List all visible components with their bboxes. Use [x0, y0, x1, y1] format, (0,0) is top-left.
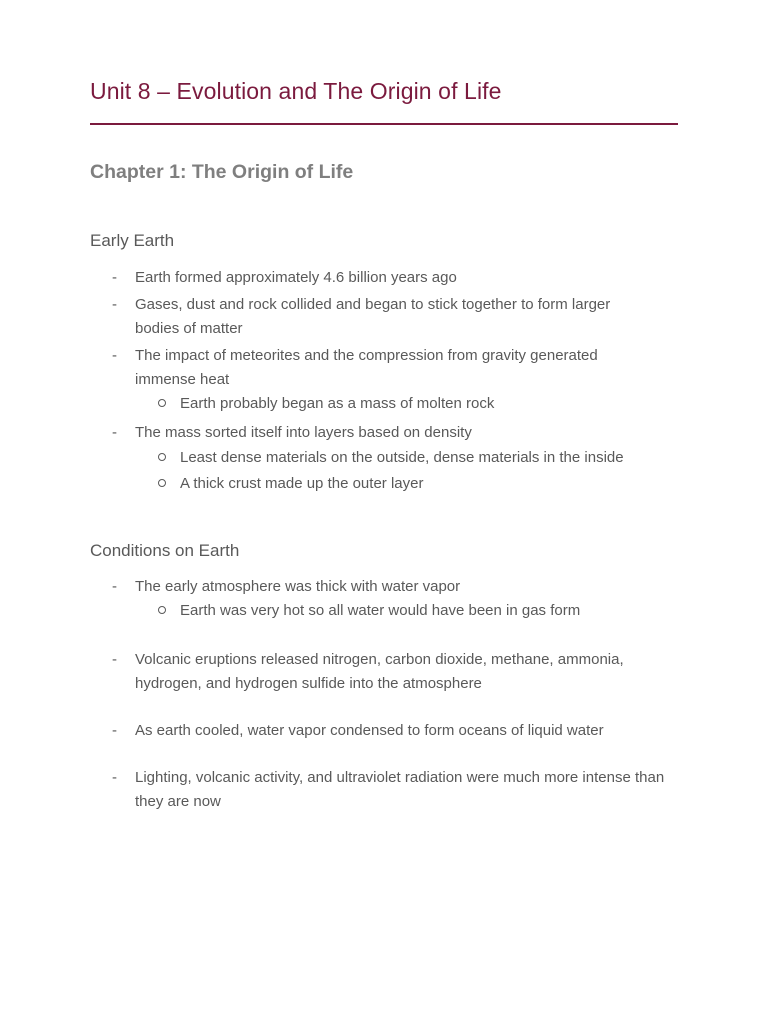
list-item — [90, 719, 690, 743]
dash-bullet: - — [112, 651, 117, 668]
dash-bullet: - — [112, 722, 117, 739]
sub-list-item — [135, 392, 655, 416]
dash-bullet: - — [112, 769, 117, 786]
list-item-text: The early atmosphere was thick with water vapor — [135, 578, 461, 595]
list-item-text: Earth formed approximately 4.6 billion years ago — [135, 269, 457, 286]
list-item-text: The impact of meteorites and the compression from gravity generated immense heat — [135, 347, 598, 388]
list-item-text: The mass sorted itself into layers based on density — [135, 424, 472, 441]
dash-bullet: - — [112, 578, 117, 595]
list-item — [90, 648, 680, 696]
section-heading-conditions-on-earth: Conditions on Earth — [90, 541, 240, 560]
dash-bullet: - — [112, 347, 117, 364]
list-item — [90, 344, 655, 416]
chapter-heading: Chapter 1: The Origin of Life — [90, 161, 354, 183]
list-item — [90, 266, 690, 290]
list-item — [90, 293, 655, 341]
list-item — [90, 421, 690, 496]
circle-bullet-icon — [158, 606, 166, 614]
list-item-text: Volcanic eruptions released nitrogen, carbon dioxide, methane, ammonia, hydrogen, and hydrogen sulfide into the atmosphere — [135, 651, 624, 692]
sub-list-item-text: Earth was very hot so all water would have been in gas form — [180, 602, 581, 619]
list-item-text: As earth cooled, water vapor condensed to form oceans of liquid water — [135, 722, 604, 739]
sub-list — [135, 392, 655, 416]
sub-list — [135, 599, 690, 623]
conditions-list — [90, 575, 690, 814]
early-earth-list — [90, 266, 690, 496]
dash-bullet: - — [112, 296, 117, 313]
sub-list-item-text: A thick crust made up the outer layer — [180, 475, 424, 492]
list-item-text: Lighting, volcanic activity, and ultraviolet radiation were much more intense than they are now — [135, 769, 665, 810]
title-underline — [90, 123, 678, 125]
sub-list-item-text: Least dense materials on the outside, dense materials in the inside — [180, 449, 624, 466]
circle-bullet-icon — [158, 453, 166, 461]
dash-bullet: - — [112, 269, 117, 286]
sub-list — [135, 446, 690, 496]
list-item — [90, 575, 690, 623]
sub-list-item-text: Earth probably began as a mass of molten rock — [180, 395, 495, 412]
sub-list-item — [135, 599, 690, 623]
circle-bullet-icon — [158, 479, 166, 487]
list-item — [90, 766, 690, 814]
dash-bullet: - — [112, 424, 117, 441]
circle-bullet-icon — [158, 399, 166, 407]
sub-list-item — [135, 446, 690, 470]
sub-list-item — [135, 472, 690, 496]
section-heading-early-earth: Early Earth — [90, 231, 175, 250]
unit-title: Unit 8 – Evolution and The Origin of Life — [90, 78, 502, 104]
list-item-text: Gases, dust and rock collided and began to stick together to form larger bodies of matter — [135, 296, 611, 337]
